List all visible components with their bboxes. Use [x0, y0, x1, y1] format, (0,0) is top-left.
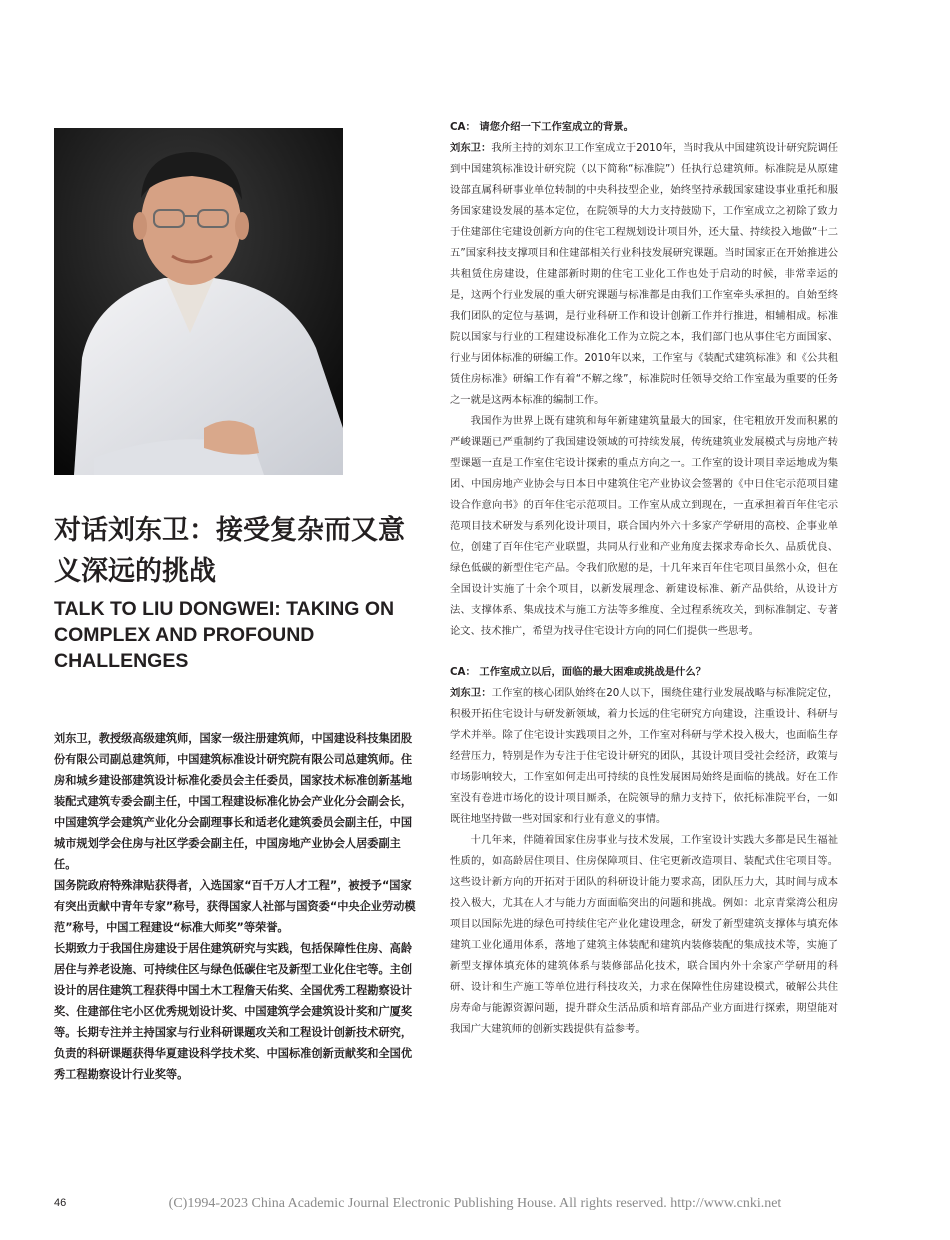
section-gap	[450, 642, 838, 662]
answer-1-paragraph-1	[450, 138, 838, 411]
bio-paragraph: 国务院政府特殊津贴获得者，入选国家“百千万人才工程”，被授予“国家有突出贡献中青年专家”称号，获得国家人社部与国资委“中央企业劳动模范”称号，中国工程建设“标准大师奖”等荣誉。	[54, 879, 416, 934]
answer-2-paragraph-2: 十几年来，伴随着国家住房事业与技术发展，工作室设计实践大多都是民生福祉性质的，如高龄居住项目、住房保障项目、住宅更新改造项目、装配式住宅项目等。这些设计新方向的开拓对于团队的科研设计能力要求高，团队压力大，其时间与成本投入极大，尤其在人才与能力方面面临突出的问题和挑战。例如：北京青棠湾公租房项目以国际先进的绿色可持续住宅产业化建设理念，研发了新型建筑支撑体与填充体建筑工业化通用体系，落地了建筑主体装配和建筑内装修装配的集成技术等，实施了新型支撑体填充体的建筑体系与装修部品化技术，联合国内外十余家产学研用的科研、设计和生产施工等单位进行科技攻关，力求在保障性住房建设模式，破解公共住房寿命与能源资源问题，提升群众生活品质和培育部品产业方面进行探索，期望能对我国广大建筑师的创新实践提供有益参考。	[450, 834, 838, 1035]
answer-text: 工作室的核心团队始终在20人以下，围绕住建行业发展战略与标准院定位，积极开拓住宅设计与研发新领域，着力长远的住宅研究方向建设，注重设计、科研与学术并举。除了住宅设计实践项目之外，工作室对科研与学术投入极大，也面临生存经营压力，特别是作为专注于住宅设计研究的团队，其设计项目受社会经济，政策与市场影响较大，工作室如何走出可持续的良性发展困局始终是面临的挑战。好在工作室没有卷进市场化的设计项目厮杀，在院领导的鼎力支持下，依托标准院平台，一如既往地坚持做一些对国家和行业有意义的事情。	[450, 687, 838, 825]
article-title-english: TALK TO LIU DONGWEI: TAKING ON COMPLEX AND PROFOUND CHALLENGES	[54, 598, 395, 672]
question-1: CA： 请您介绍一下工作室成立的背景。	[450, 121, 634, 133]
answer-speaker: 刘东卫：	[450, 142, 492, 154]
portrait-illustration	[54, 128, 343, 475]
article-title-chinese: 对话刘东卫：接受复杂而又意义深远的挑战	[54, 515, 405, 587]
author-bio	[54, 728, 418, 1085]
answer-1-paragraph-2: 我国作为世界上既有建筑和每年新建建筑量最大的国家，住宅粗放开发而积累的严峻课题已严重制约了我国建设领域的可持续发展，传统建筑业发展模式与房地产转型课题一直是工作室住宅设计探索的重点方向之一。工作室的设计项目幸运地成为集团、中国房地产业协会与日本日中建筑住宅产业协议会签署的《中日住宅示范项目建设合作意向书》的百年住宅示范项目。工作室从成立到现在，一直承担着百年住宅示范项目技术研发与系列化设计项目，联合国内外六十多家产学研用的高校、企事业单位，创建了百年住宅产业联盟，共同从行业和产业角度去探求寿命长久、品质优良、绿色低碳的新型住宅产品。令我们欣慰的是，十几年来百年住宅项目虽然小众，但在全国设计实施了十余个项目，以新发展理念、新建设标准、新产品供给，从设计方法、支撑体系、集成技术与施工方法等多维度、全过程系统攻关，到标准制定、专著论文、技术推广，希望为找寻住宅设计方向的同仁们提供一些思考。	[450, 415, 838, 637]
portrait-photo	[54, 128, 343, 475]
question-2: CA： 工作室成立以后，面临的最大困难或挑战是什么？	[450, 666, 706, 678]
copyright-footer: (C)1994-2023 China Academic Journal Electronic Publishing House. All rights reserved. http://www.cnki.net	[168, 1196, 782, 1211]
bio-paragraph: 长期致力于我国住房建设于居住建筑研究与实践，包括保障性住房、高龄居住与养老设施、可持续住区与绿色低碳住宅及新型工业化住宅等。主创设计的居住建筑工程获得中国土木工程詹天佑奖、全国优秀工程勘察设计奖、住建部住宅小区优秀规划设计奖、中国建筑学会建筑设计奖和广厦奖等。长期专注并主持国家与行业科研课题攻关和工程设计创新技术研究，负责的科研课题获得华夏建设科学技术奖、中国标准创新贡献奖和全国优秀工程勘察设计行业奖等。	[54, 942, 413, 1081]
interview-column	[450, 117, 838, 1040]
bio-paragraph: 刘东卫，教授级高级建筑师，国家一级注册建筑师，中国建设科技集团股份有限公司副总建筑师，中国建筑标准设计研究院有限公司总建筑师。住房和城乡建设部建筑设计标准化委员会主任委员，国家技术标准创新基地装配式建筑专委会副主任，中国工程建设标准化协会产业化分会副会长，中国建筑学会建筑产业化分会副理事长和适老化建筑委员会副主任，中国城市规划学会住房与社区学委会副主任，中国房地产业协会人居委副主任。	[54, 732, 413, 871]
answer-2-paragraph-1	[450, 683, 838, 830]
answer-text: 我所主持的刘东卫工作室成立于2010年，当时我从中国建筑设计研究院调任到中国建筑标准设计研究院（以下简称“标准院”）任执行总建筑师。标准院是从原建设部直属科研事业单位转制的中央科技型企业，始终坚持承载国家建设事业重托和服务国家建设发展的基本定位，在院领导的大力支持鼓励下，工作室成立之初除了致力于住建部住宅建设创新方向的住宅工程规划设计项目外，还大量、持续投入地做“十二五”国家科技支撑项目和住建部相关行业科技发展研究课题。当时国家正在开始推进公共租赁住房建设，住建部新时期的住宅工业化工作也处于启动的时候，非常幸运的是，这两个行业发展的重大研究课题与标准都是由我们工作室牵头承担的。自始至终我们团队的定位与基调，是行业科研工作和设计创新工作并行推进，相辅相成。标准院以国家与行业的工程建设标准化工作为立院之本，我们部门也从事住宅方面国家、行业与团体标准的研编工作。2010年以来，工作室与《装配式建筑标准》和《公共租赁住房标准》研编工作有着“不解之缘”，标准院时任领导交给工作室最为重要的任务之一就是这两本标准的编制工作。	[450, 142, 838, 406]
page-number: 46	[54, 1197, 67, 1209]
answer-speaker: 刘东卫：	[450, 687, 492, 699]
